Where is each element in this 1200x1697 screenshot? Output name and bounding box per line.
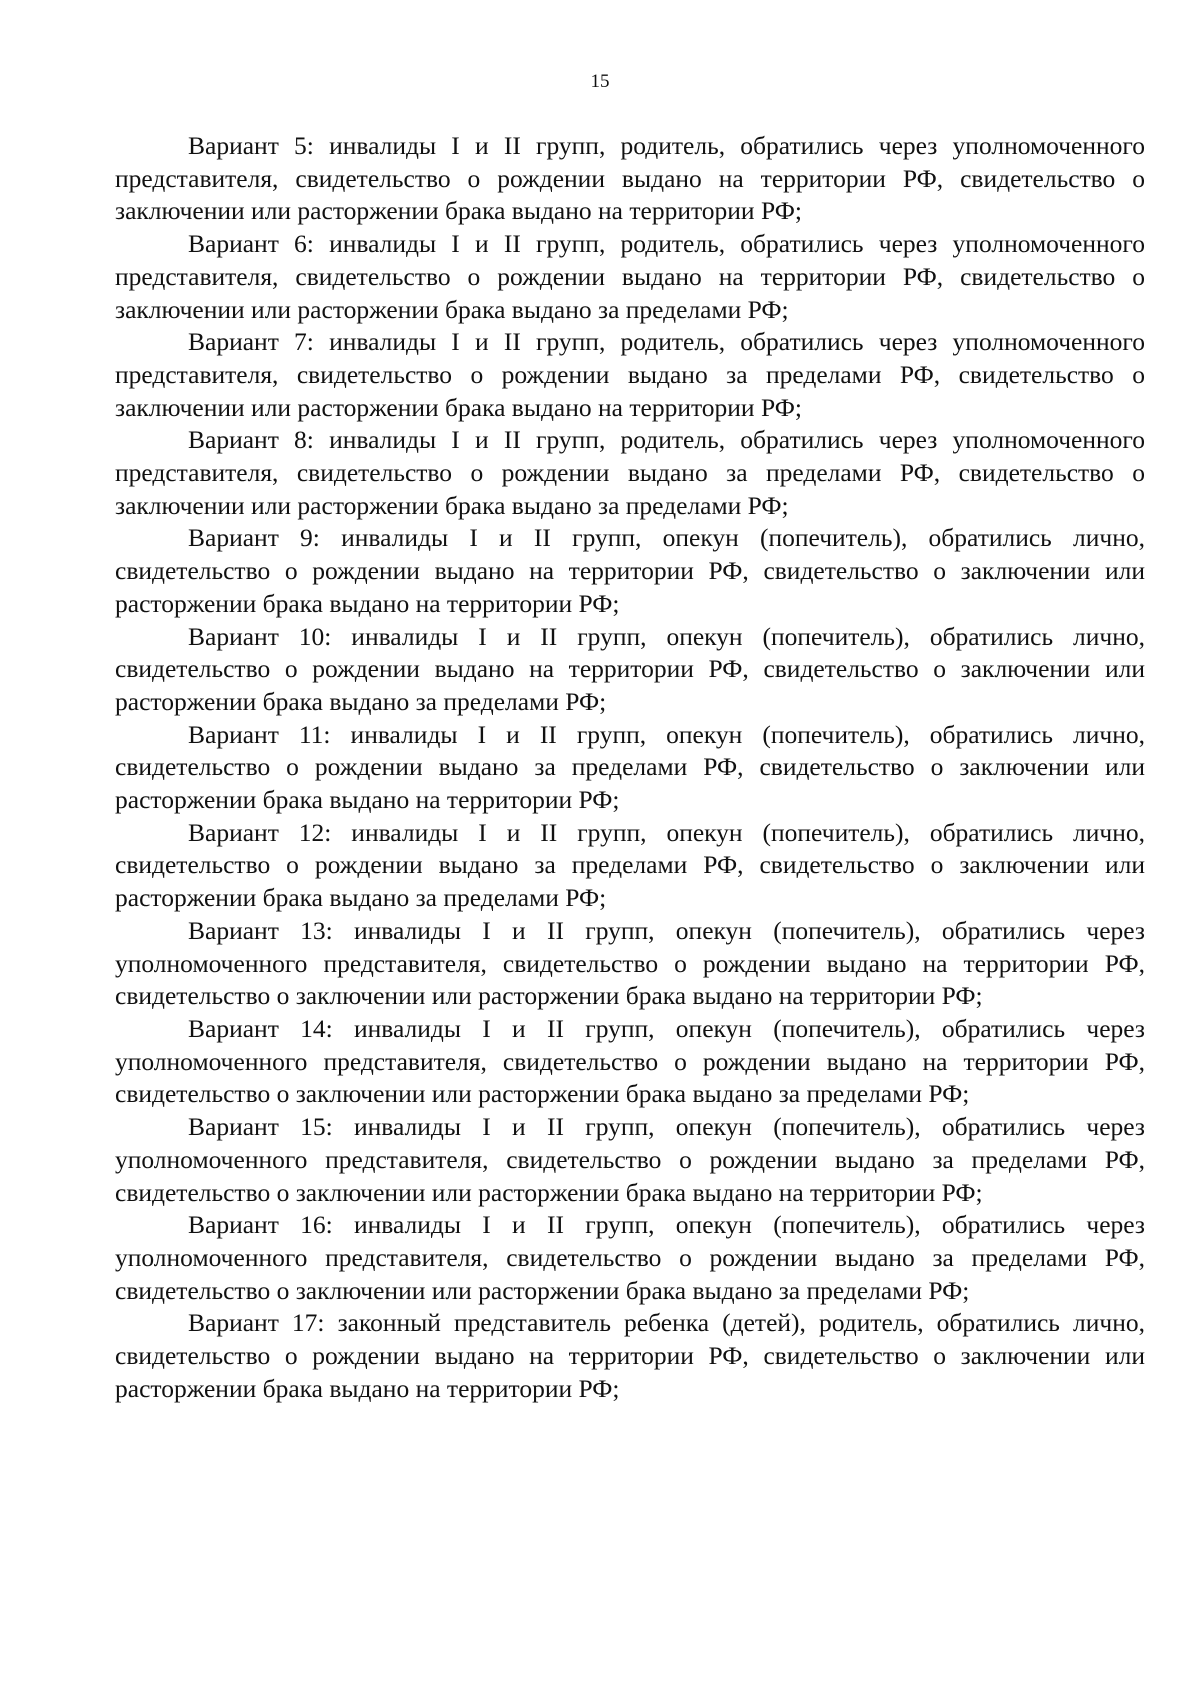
variant-12-paragraph: Вариант 12: инвалиды I и II групп, опекун (попечитель), обратились лично, свидетельство о рождении выдано за пределами РФ, свидетельство о заключении или расторжении брака выдано за пределами РФ; bbox=[115, 817, 1145, 913]
variant-5-paragraph: Вариант 5: инвалиды I и II групп, родитель, обратились через уполномоченного представителя, свидетельство о рождении выдано на территории РФ, свидетельство о заключении или расторжении брака выдано на территории РФ; bbox=[115, 131, 1145, 226]
variant-15-paragraph: Вариант 15: инвалиды I и II групп, опекун (попечитель), обратились через уполномоченного представителя, свидетельство о рождении выдано за пределами РФ, свидетельство о заключении или расторжении брака выдано на территории РФ; bbox=[115, 1112, 1145, 1207]
variant-16-paragraph: Вариант 16: инвалиды I и II групп, опекун (попечитель), обратились через уполномоченного представителя, свидетельство о рождении выдано за пределами РФ, свидетельство о заключении или расторжении брака выдано за пределами РФ; bbox=[115, 1210, 1145, 1305]
variant-11-paragraph: Вариант 11: инвалиды I и II групп, опекун (попечитель), обратились лично, свидетельство о рождении выдано за пределами РФ, свидетельство о заключении или расторжении брака выдано на территории РФ; bbox=[115, 719, 1145, 815]
variant-13-paragraph: Вариант 13: инвалиды I и II групп, опекун (попечитель), обратились через уполномоченного представителя, свидетельство о рождении выдано на территории РФ, свидетельство о заключении или расторжении брака выдано на территории РФ; bbox=[115, 915, 1145, 1011]
variant-6-paragraph: Вариант 6: инвалиды I и II групп, родитель, обратились через уполномоченного представителя, свидетельство о рождении выдано на территории РФ, свидетельство о заключении или расторжении брака выдано за пределами РФ; bbox=[115, 229, 1145, 324]
variant-8-paragraph: Вариант 8: инвалиды I и II групп, родитель, обратились через уполномоченного представителя, свидетельство о рождении выдано за пределами РФ, свидетельство о заключении или расторжении брака выдано за пределами РФ; bbox=[115, 425, 1145, 520]
variant-14-paragraph: Вариант 14: инвалиды I и II групп, опекун (попечитель), обратились через уполномоченного представителя, свидетельство о рождении выдано на территории РФ, свидетельство о заключении или расторжении брака выдано за пределами РФ; bbox=[115, 1013, 1145, 1109]
variant-17-paragraph: Вариант 17: законный представитель ребенка (детей), родитель, обратились лично, свидетельство о рождении выдано на территории РФ, свидетельство о заключении или расторжении брака выдано на территории РФ; bbox=[115, 1308, 1145, 1403]
document-body bbox=[115, 130, 1145, 1405]
variant-10-paragraph: Вариант 10: инвалиды I и II групп, опекун (попечитель), обратились лично, свидетельство о рождении выдано на территории РФ, свидетельство о заключении или расторжении брака выдано за пределами РФ; bbox=[115, 621, 1145, 716]
page-number: 15 bbox=[590, 71, 610, 92]
variant-7-paragraph: Вариант 7: инвалиды I и II групп, родитель, обратились через уполномоченного представителя, свидетельство о рождении выдано за пределами РФ, свидетельство о заключении или расторжении брака выдано на территории РФ; bbox=[115, 327, 1145, 422]
variant-9-paragraph: Вариант 9: инвалиды I и II групп, опекун (попечитель), обратились лично, свидетельство о рождении выдано на территории РФ, свидетельство о заключении или расторжении брака выдано на территории РФ; bbox=[115, 523, 1145, 618]
